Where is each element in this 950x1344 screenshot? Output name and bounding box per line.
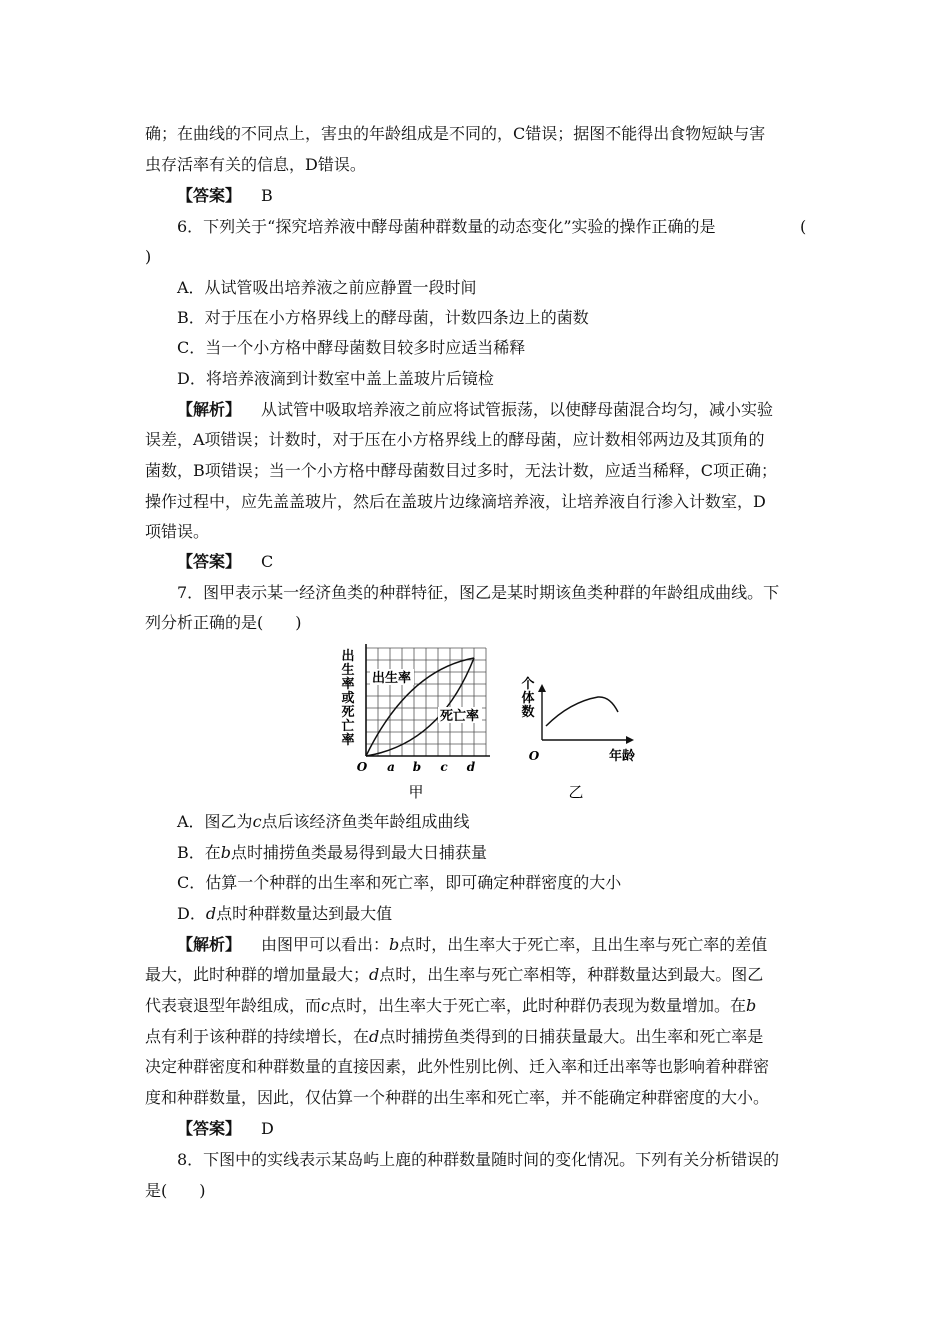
caption-yi: 乙	[568, 783, 584, 801]
option-a	[177, 811, 470, 833]
grid	[366, 648, 486, 756]
age-curve	[546, 697, 618, 726]
analysis-label: 【解析】	[177, 400, 242, 419]
option-d: D．将培养液滴到计数室中盖上盖玻片后镜检	[177, 369, 494, 388]
question-stem: 8．下图中的实线表示某岛屿上鹿的种群数量随时间的变化情况。下列有关分析错误的	[177, 1150, 780, 1169]
y-arrow	[538, 684, 546, 692]
analysis-text	[145, 964, 763, 986]
text-line: 确；在曲线的不同点上，害虫的年龄组成是不同的，C错误；据图不能得出食物短缺与害	[145, 124, 766, 143]
option-b	[177, 842, 487, 864]
y-label-char: 亡	[341, 719, 355, 734]
y-label-char: 生	[341, 663, 355, 678]
y-label-char: 死	[341, 705, 355, 720]
question-stem: 是( )	[145, 1181, 206, 1200]
answer-value: C	[261, 552, 274, 571]
answer-label: 【答案】	[177, 552, 242, 571]
text: 点有利于该种群的持续增长，在	[145, 1027, 370, 1046]
text: 代表衰退型年龄组成，而	[145, 996, 322, 1015]
analysis-text	[145, 995, 756, 1017]
option-c: C．当一个小方格中酵母菌数目较多时应适当稀释	[177, 338, 526, 357]
analysis-text	[145, 1026, 763, 1048]
y-label-char: 或	[341, 691, 355, 706]
text: 点时，出生率大于死亡率，此时种群仍表现为数量增加。在	[329, 996, 746, 1015]
y-label-char: 个	[521, 677, 535, 692]
analysis-text: 项错误。	[145, 522, 210, 541]
y-label-char: 率	[341, 677, 355, 692]
answer-label: 【答案】	[177, 186, 242, 205]
origin-label: O	[528, 749, 540, 763]
x-label: 年龄	[608, 749, 636, 764]
question-stem	[177, 216, 716, 238]
text: 点时，出生率大于死亡率，且出生率与死亡率的差值	[399, 935, 768, 954]
text: 点时捕捞鱼类最易得到最大日捕获量	[231, 843, 488, 862]
caption-jia: 甲	[408, 783, 424, 801]
x-arrow	[626, 736, 634, 744]
paren-close: )	[145, 247, 152, 266]
text: 点时捕捞鱼类得到的日捕获量最大。出生率和死亡率是	[379, 1027, 764, 1046]
tick-d: d	[466, 760, 476, 774]
figure-yi	[521, 676, 635, 801]
option-d	[177, 903, 392, 925]
analysis-text: 操作过程中，应先盖盖玻片，然后在盖玻片边缘滴培养液，让培养液自行渗入计数室，D	[145, 492, 766, 511]
var: b	[220, 843, 232, 862]
question-stem: 列分析正确的是( )	[145, 613, 302, 632]
answer-line	[177, 1118, 274, 1140]
answer-line	[177, 551, 273, 573]
analysis-text: 度和种群数量，因此，仅估算一个种群的出生率和死亡率，并不能确定种群密度的大小。	[145, 1088, 770, 1107]
option-c: C．估算一个种群的出生率和死亡率，即可确定种群密度的大小	[177, 873, 622, 892]
text: 点后该经济鱼类年龄组成曲线	[261, 812, 470, 831]
tick-a: a	[387, 760, 395, 774]
y-label-char: 出	[341, 649, 355, 664]
text: A．图乙为	[177, 812, 253, 831]
text: 点时，出生率与死亡率相等，种群数量达到最大。图乙	[379, 965, 764, 984]
birth-rate-label: 出生率	[372, 671, 412, 686]
analysis-text: 决定种群密度和种群数量的直接因素，此外性别比例、迁入率和迁出率等也影响着种群密	[145, 1057, 770, 1076]
var: d	[205, 904, 217, 923]
analysis-text: 菌数，B项错误；当一个小方格中酵母菌数目过多时，无法计数，应适当稀释，C项正确；	[145, 461, 778, 480]
question-stem: 7．图甲表示某一经济鱼类的种群特征，图乙是某时期该鱼类种群的年龄组成曲线。下	[177, 583, 780, 602]
answer-value: D	[261, 1119, 274, 1138]
y-label-char: 率	[341, 733, 355, 748]
text-line: 虫存活率有关的信息，D错误。	[145, 155, 366, 174]
analysis-text: 误差，A项错误；计数时，对于压在小方格界线上的酵母菌，应计数相邻两边及其顶角的	[145, 430, 765, 449]
text: 点时种群数量达到最大值	[216, 904, 393, 923]
var: d	[369, 965, 380, 984]
figure-jia	[341, 644, 490, 801]
option-b: B．对于压在小方格界线上的酵母菌，计数四条边上的菌数	[177, 308, 589, 327]
var: b	[389, 935, 400, 954]
var: b	[746, 996, 757, 1015]
text: D．	[177, 904, 206, 923]
death-rate-label: 死亡率	[440, 709, 480, 724]
analysis-line	[177, 934, 767, 956]
tick-c: c	[440, 760, 448, 774]
paren-open: (	[800, 217, 807, 236]
answer-line	[177, 185, 273, 207]
var: d	[369, 1027, 380, 1046]
analysis-line	[177, 399, 773, 421]
var: c	[252, 812, 262, 831]
y-label-char: 体	[521, 691, 535, 706]
var: c	[321, 996, 330, 1015]
analysis-text: 从试管中吸取培养液之前应将试管振荡，以使酵母菌混合均匀，减小实验	[261, 400, 774, 419]
analysis-label: 【解析】	[177, 935, 242, 954]
option-a: A．从试管吸出培养液之前应静置一段时间	[177, 278, 477, 297]
answer-value: B	[261, 186, 273, 205]
answer-label: 【答案】	[177, 1119, 242, 1138]
origin-label: O	[356, 760, 368, 774]
text: 最大，此时种群的增加量最大；	[145, 965, 370, 984]
text: B．在	[177, 843, 221, 862]
figure	[330, 640, 650, 805]
text: 由图甲可以看出：	[261, 935, 390, 954]
stem-text: 6．下列关于“探究培养液中酵母菌种群数量的动态变化”实验的操作正确的是	[177, 217, 716, 236]
tick-b: b	[412, 760, 422, 774]
y-label-char: 数	[521, 705, 535, 720]
